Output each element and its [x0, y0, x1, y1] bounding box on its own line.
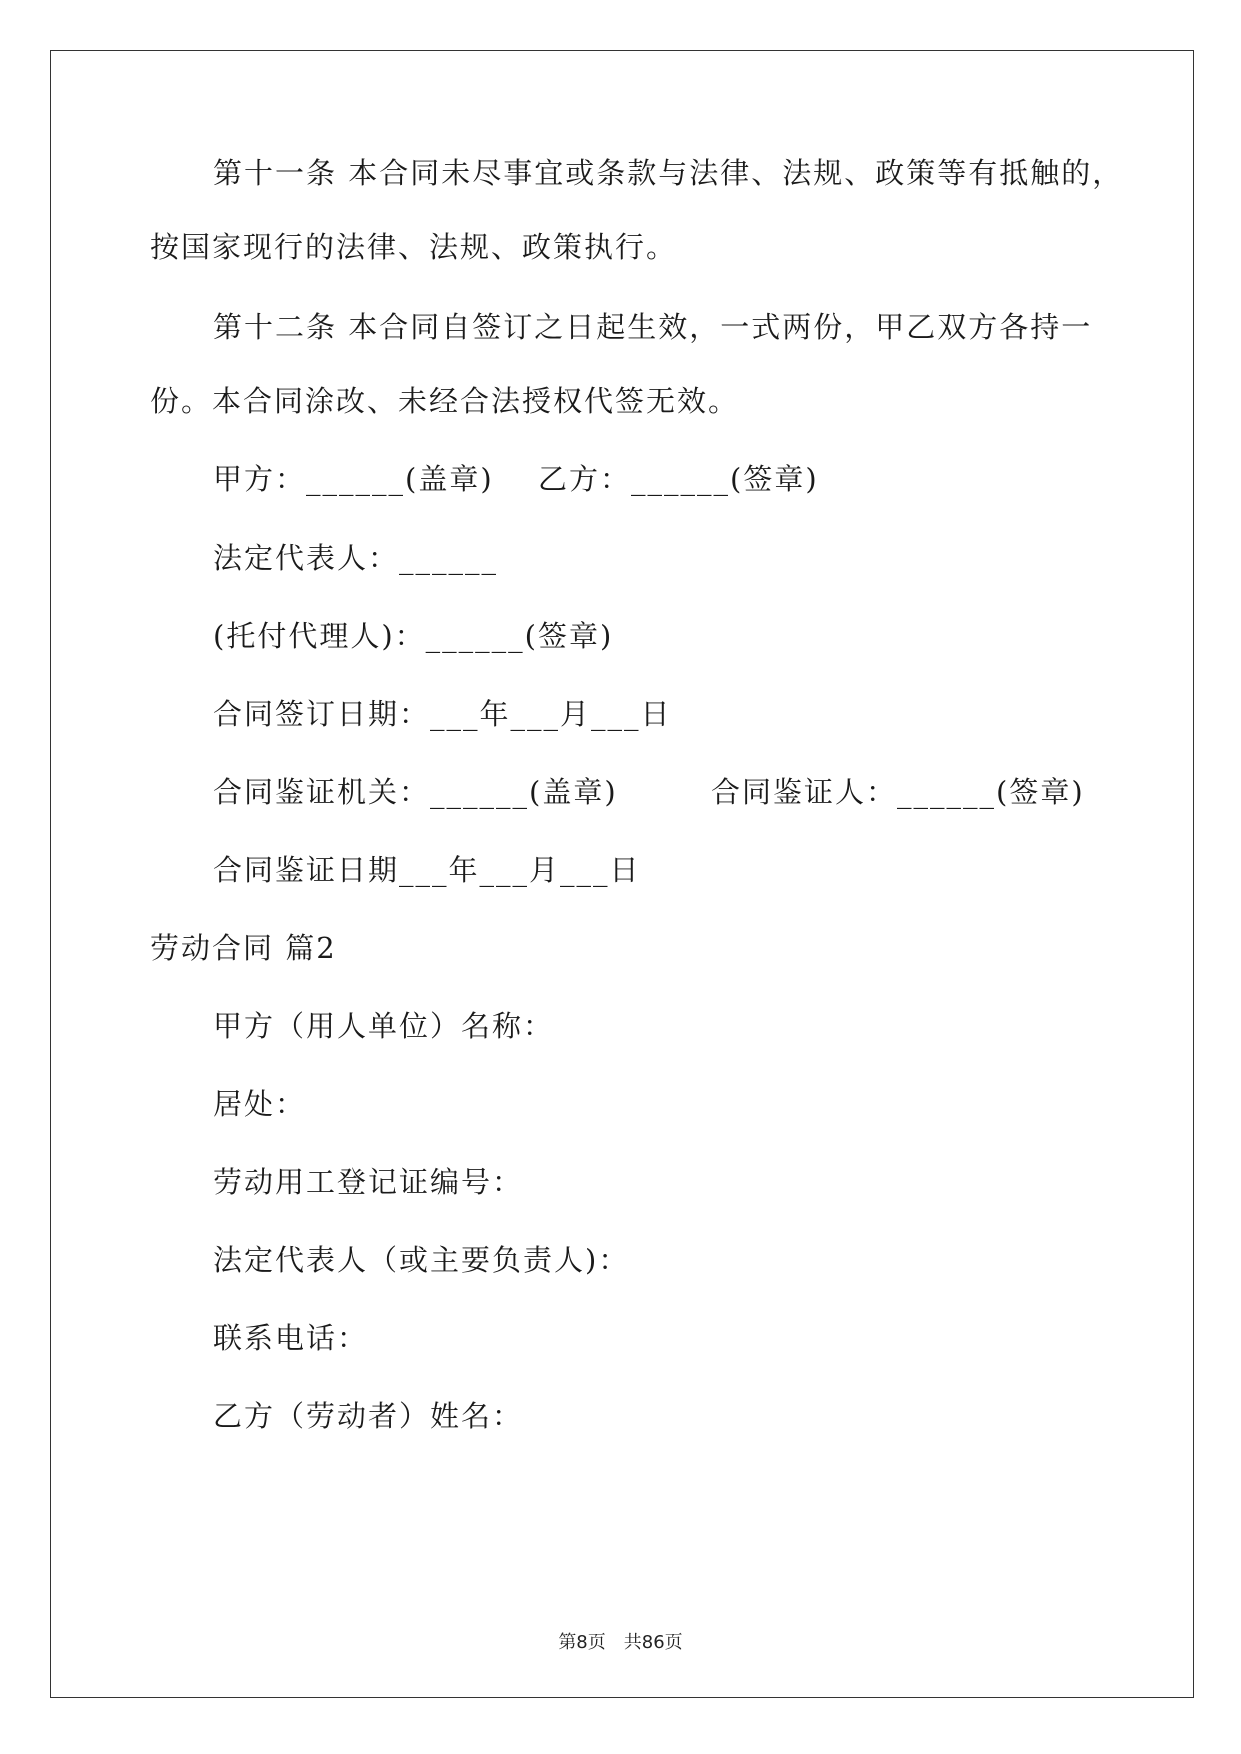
verifier: 合同鉴证人：______(签章) — [711, 775, 1085, 809]
section-title: 劳动合同 篇2 — [150, 931, 337, 965]
article-12-line-1: 第十二条 本合同自签订之日起生效，一式两份，甲乙双方各持一 — [213, 310, 1093, 344]
article-11-line-1: 第十一条 本合同未尽事宜或条款与法律、法规、政策等有抵触的， — [213, 156, 1124, 190]
party-b-signature: 乙方：______(签章) — [538, 462, 819, 496]
contract-sign-date: 合同签订日期：___年___月___日 — [213, 697, 672, 731]
verification-authority: 合同鉴证机关：______(盖章) — [213, 775, 618, 809]
authorized-agent: (托付代理人)：______(签章) — [213, 619, 614, 653]
contact-phone: 联系电话： — [213, 1321, 369, 1355]
article-12-line-2: 份。本合同涂改、未经合法授权代签无效。 — [150, 384, 740, 418]
verification-date: 合同鉴证日期___年___月___日 — [213, 853, 641, 887]
employee-name: 乙方（劳动者）姓名： — [213, 1399, 524, 1433]
legal-representative: 法定代表人：______ — [213, 541, 499, 575]
employer-name: 甲方（用人单位）名称： — [213, 1009, 555, 1043]
residence: 居处： — [213, 1087, 307, 1121]
article-11-line-2: 按国家现行的法律、法规、政策执行。 — [150, 230, 678, 264]
page-footer: 第8页 共86页 — [558, 1632, 683, 1653]
legal-representative-2: 法定代表人（或主要负责人)： — [213, 1243, 630, 1277]
party-a-signature: 甲方：______(盖章) — [213, 462, 494, 496]
registration-number: 劳动用工登记证编号： — [213, 1165, 524, 1199]
